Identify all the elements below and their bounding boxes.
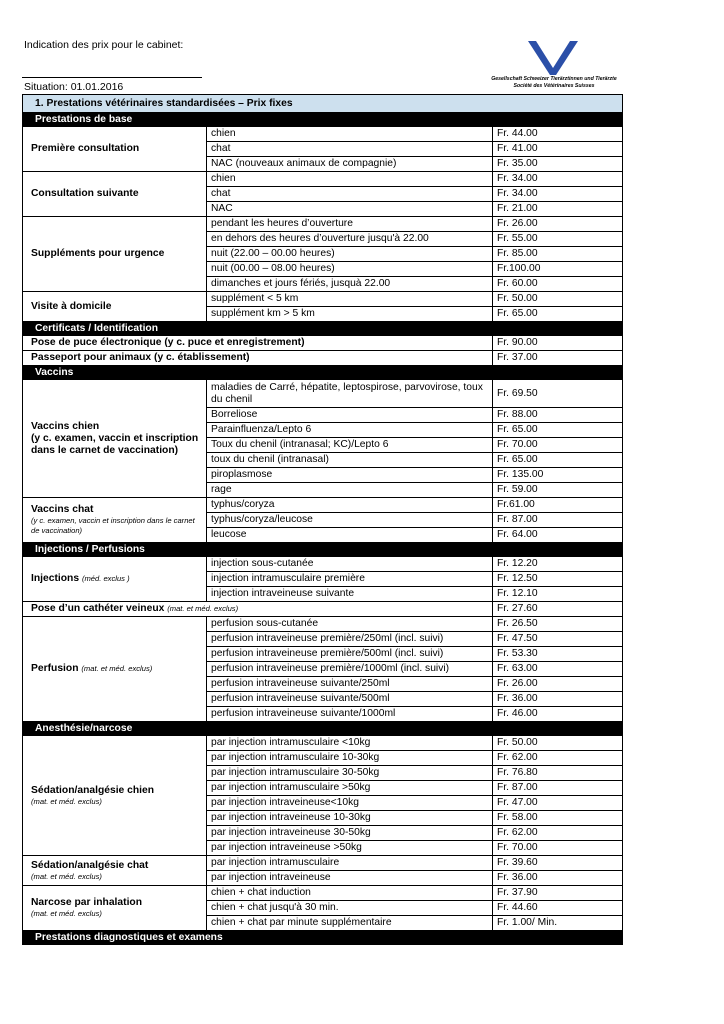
service-description: chien	[207, 127, 493, 142]
service-description: typhus/coryza	[207, 498, 493, 513]
service-price: Fr. 69.50	[493, 380, 623, 408]
service-price: Fr. 41.00	[493, 142, 623, 157]
table-title-row	[23, 95, 623, 113]
service-price: Fr. 39.60	[493, 856, 623, 871]
service-price: Fr. 27.60	[493, 602, 623, 617]
service-description: par injection intramusculaire >50kg	[207, 781, 493, 796]
category-name: Injections	[31, 573, 80, 584]
category-cell	[23, 127, 207, 172]
service-price: Fr. 70.00	[493, 841, 623, 856]
table-row-full	[23, 351, 623, 366]
section-header: Certificats / Identification	[23, 322, 623, 336]
service-price: Fr. 47.00	[493, 796, 623, 811]
service-price: Fr. 53.30	[493, 647, 623, 662]
service-description: rage	[207, 483, 493, 498]
service-description: supplément km > 5 km	[207, 307, 493, 322]
service-price: Fr. 58.00	[493, 811, 623, 826]
service-price: Fr. 135.00	[493, 468, 623, 483]
service-description: Parainfluenza/Lepto 6	[207, 423, 493, 438]
service-description: nuit (22.00 – 00.00 heures)	[207, 247, 493, 262]
table-row	[23, 886, 623, 901]
section-header: Vaccins	[23, 366, 623, 380]
table-row	[23, 380, 623, 408]
table-row	[23, 498, 623, 513]
section-header-row	[23, 543, 623, 557]
service-price: Fr. 12.20	[493, 557, 623, 572]
category-note: (mat. et méd. exclus)	[31, 909, 102, 918]
service-description: NAC (nouveaux animaux de compagnie)	[207, 157, 493, 172]
service-price: Fr. 44.00	[493, 127, 623, 142]
category-cell	[23, 292, 207, 322]
service-description: typhus/coryza/leucose	[207, 513, 493, 528]
category-note: (mat. et méd. exclus)	[167, 604, 239, 613]
service-description: chien + chat jusqu'à 30 min.	[207, 901, 493, 916]
category-name: Sédation/analgésie chien	[31, 784, 155, 796]
service-description: perfusion intraveineuse première/500ml (incl. suivi)	[207, 647, 493, 662]
service-description: par injection intraveineuse 30-50kg	[207, 826, 493, 841]
service-price: Fr. 60.00	[493, 277, 623, 292]
service-description: leucose	[207, 528, 493, 543]
logo-line-german: Gesellschaft Schweizer Tierärztinnen und Tierärzte	[491, 76, 617, 82]
category-cell	[23, 498, 207, 543]
service-price: Fr.61.00	[493, 498, 623, 513]
category-name: Passeport pour animaux (y c. établissement)	[31, 352, 250, 363]
logo-line-french: Société des Vétérinaires Suisses	[513, 83, 595, 89]
section-header-row	[23, 113, 623, 127]
service-description: chien + chat par minute supplémentaire	[207, 916, 493, 931]
service-price: Fr. 50.00	[493, 292, 623, 307]
category-cell	[23, 336, 493, 351]
table-title: 1. Prestations vétérinaires standardisées – Prix fixes	[23, 95, 623, 113]
service-price: Fr.100.00	[493, 262, 623, 277]
section-header-row	[23, 322, 623, 336]
table-row	[23, 172, 623, 187]
service-price: Fr. 76.80	[493, 766, 623, 781]
service-description: chien + chat induction	[207, 886, 493, 901]
service-description: perfusion intraveineuse suivante/500ml	[207, 692, 493, 707]
category-note: (mat. et méd. exclus)	[81, 664, 153, 673]
service-description: en dehors des heures d’ouverture jusqu'à 22.00	[207, 232, 493, 247]
service-price: Fr. 90.00	[493, 336, 623, 351]
category-cell	[23, 380, 207, 498]
category-name: Consultation suivante	[31, 188, 139, 199]
service-description: injection intraveineuse suivante	[207, 587, 493, 602]
situation-date: Situation: 01.01.2016	[24, 81, 124, 93]
service-description: injection intramusculaire première	[207, 572, 493, 587]
service-price: Fr. 85.00	[493, 247, 623, 262]
table-row-full	[23, 336, 623, 351]
service-price: Fr. 34.00	[493, 172, 623, 187]
service-description: piroplasmose	[207, 468, 493, 483]
service-price: Fr. 35.00	[493, 157, 623, 172]
service-description: par injection intraveineuse 10-30kg	[207, 811, 493, 826]
service-description: perfusion intraveineuse suivante/1000ml	[207, 707, 493, 722]
table-row	[23, 617, 623, 632]
service-description: pendant les heures d’ouverture	[207, 217, 493, 232]
service-description: NAC	[207, 202, 493, 217]
service-description: perfusion intraveineuse première/250ml (incl. suivi)	[207, 632, 493, 647]
service-price: Fr. 1.00/ Min.	[493, 916, 623, 931]
service-description: par injection intramusculaire 10-30kg	[207, 751, 493, 766]
category-name: Suppléments pour urgence	[31, 248, 165, 259]
category-name: (y c. examen, vaccin et inscription dans le carnet de vaccination)	[31, 432, 199, 456]
category-name: Vaccins chien	[31, 420, 100, 432]
category-note: (méd. exclus )	[81, 574, 130, 583]
gst-v-logo-icon	[526, 40, 580, 76]
service-description: par injection intramusculaire 30-50kg	[207, 766, 493, 781]
service-description: maladies de Carré, hépatite, leptospirose, parvovirose, toux du chenil	[207, 380, 493, 408]
service-description: par injection intramusculaire	[207, 856, 493, 871]
service-price: Fr. 21.00	[493, 202, 623, 217]
section-header: Prestations de base	[23, 113, 623, 127]
service-description: Toux du chenil (intranasal; KC)/Lepto 6	[207, 438, 493, 453]
service-price: Fr. 34.00	[493, 187, 623, 202]
section-header: Injections / Perfusions	[23, 543, 623, 557]
section-header: Prestations diagnostiques et examens	[23, 931, 623, 945]
category-name: Pose de puce électronique (y c. puce et enregistrement)	[31, 337, 305, 348]
section-header-row	[23, 931, 623, 945]
service-price: Fr. 87.00	[493, 781, 623, 796]
service-description: perfusion intraveineuse première/1000ml (incl. suivi)	[207, 662, 493, 677]
situation-divider	[22, 77, 202, 78]
service-price: Fr. 62.00	[493, 751, 623, 766]
service-description: par injection intraveineuse >50kg	[207, 841, 493, 856]
service-price: Fr. 26.50	[493, 617, 623, 632]
gst-logo	[488, 40, 620, 92]
service-price: Fr. 70.00	[493, 438, 623, 453]
category-cell	[23, 351, 493, 366]
category-note: (mat. et méd. exclus)	[31, 871, 102, 881]
service-description: par injection intramusculaire <10kg	[207, 736, 493, 751]
section-header-row	[23, 722, 623, 736]
category-note: (mat. et méd. exclus)	[31, 796, 102, 806]
service-price: Fr. 50.00	[493, 736, 623, 751]
service-price: Fr. 65.00	[493, 423, 623, 438]
category-name: Narcose par inhalation	[31, 897, 143, 908]
page-header-note: Indication des prix pour le cabinet:	[24, 39, 184, 51]
service-description: chat	[207, 142, 493, 157]
table-row	[23, 856, 623, 871]
service-price: Fr. 46.00	[493, 707, 623, 722]
category-cell	[23, 856, 207, 886]
category-cell	[23, 736, 207, 856]
service-price: Fr. 37.90	[493, 886, 623, 901]
category-cell	[23, 602, 493, 617]
category-cell	[23, 557, 207, 602]
service-price: Fr. 63.00	[493, 662, 623, 677]
service-price: Fr. 26.00	[493, 677, 623, 692]
category-cell	[23, 217, 207, 292]
service-price: Fr. 87.00	[493, 513, 623, 528]
service-price: Fr. 62.00	[493, 826, 623, 841]
service-description: injection sous-cutanée	[207, 557, 493, 572]
service-price: Fr. 88.00	[493, 408, 623, 423]
service-description: perfusion sous-cutanée	[207, 617, 493, 632]
service-price: Fr. 12.50	[493, 572, 623, 587]
table-row	[23, 557, 623, 572]
category-cell	[23, 617, 207, 722]
service-price: Fr. 26.00	[493, 217, 623, 232]
service-price: Fr. 65.00	[493, 453, 623, 468]
service-description: Borreliose	[207, 408, 493, 423]
service-description: supplément < 5 km	[207, 292, 493, 307]
table-row-full	[23, 602, 623, 617]
service-price: Fr. 65.00	[493, 307, 623, 322]
category-cell	[23, 172, 207, 217]
service-description: par injection intraveineuse<10kg	[207, 796, 493, 811]
service-description: perfusion intraveineuse suivante/250ml	[207, 677, 493, 692]
category-note: (y c. examen, vaccin et inscription dans le carnet de vaccination)	[31, 516, 195, 535]
service-price: Fr. 64.00	[493, 528, 623, 543]
table-row	[23, 217, 623, 232]
service-price: Fr. 12.10	[493, 587, 623, 602]
service-description: toux du chenil (intranasal)	[207, 453, 493, 468]
price-table-body	[23, 95, 623, 945]
service-description: chien	[207, 172, 493, 187]
service-description: par injection intraveineuse	[207, 871, 493, 886]
category-cell	[23, 886, 207, 931]
category-name: Pose d’un cathéter veineux	[31, 603, 165, 614]
section-header-row	[23, 366, 623, 380]
service-description: nuit (00.00 – 08.00 heures)	[207, 262, 493, 277]
category-name: Vaccins chat	[31, 504, 94, 515]
category-name: Perfusion	[31, 663, 79, 674]
service-price: Fr. 36.00	[493, 871, 623, 886]
service-price: Fr. 55.00	[493, 232, 623, 247]
category-name: Première consultation	[31, 143, 140, 154]
category-name: Sédation/analgésie chat	[31, 859, 149, 871]
price-table	[22, 94, 623, 945]
service-price: Fr. 59.00	[493, 483, 623, 498]
category-name: Visite à domicile	[31, 300, 112, 312]
table-row	[23, 736, 623, 751]
table-row	[23, 292, 623, 307]
service-price: Fr. 36.00	[493, 692, 623, 707]
service-price: Fr. 44.60	[493, 901, 623, 916]
service-description: chat	[207, 187, 493, 202]
service-price: Fr. 47.50	[493, 632, 623, 647]
table-row	[23, 127, 623, 142]
section-header: Anesthésie/narcose	[23, 722, 623, 736]
service-description: dimanches et jours fériés, jusquà 22.00	[207, 277, 493, 292]
service-price: Fr. 37.00	[493, 351, 623, 366]
